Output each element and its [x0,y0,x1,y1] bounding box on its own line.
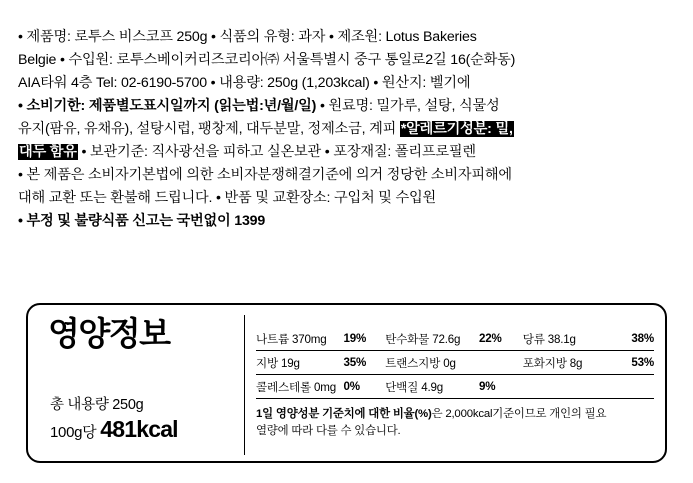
nutrient-carbs: 탄수화물 72.6g [385,327,479,351]
pct-sodium: 19% [344,327,386,351]
table-row [256,375,654,399]
nutrient-sodium: 나트륨 370mg [256,327,344,351]
total-content-label: 총 내용량 250g [50,396,144,413]
footnote-bold: 1일 영양성분 기준치에 대한 비율(%) [256,408,432,420]
storage-info: • 보관기준: 직사광선을 피하고 실온보관 • 포장재질: 폴리프로필렌 [77,144,476,160]
footnote-line-2: 열량에 따라 다를 수 있습니다. [256,424,401,437]
table-row [256,327,654,351]
info-line-3: AIA타워 4층 Tel: 02-6190-5700 • 내용량: 250g (1,203kcal) • 원산지: 벨기에 [18,75,471,91]
pct-saturated-fat: 53% [612,351,654,375]
nutrition-facts-panel [26,303,667,463]
nutrient-protein: 단백질 4.9g [385,375,479,399]
nutrient-sugars: 당류 38.1g [523,327,613,351]
info-line-6 [18,141,678,164]
per-100g-kcal: 481kcal [100,416,178,443]
nutrient-saturated-fat: 포화지방 8g [523,351,613,375]
product-info-block [18,26,678,233]
info-line-8: 대해 교환 또는 환불해 드립니다. • 반품 및 교환장소: 구입처 및 수입원 [18,190,437,206]
pct-protein: 9% [479,375,523,399]
nutrition-summary [42,317,238,444]
ingredients-start: • 원료명: 밀가루, 설탕, 식물성 [316,98,500,114]
info-line-7: • 본 제품은 소비자기본법에 의한 소비자분쟁해결기준에 의거 정당한 소비자피해에 [18,167,512,183]
ingredients-continued: 유지(팜유, 유채유), 설탕시럽, 팽창제, 대두분말, 정제소금, 계피 [18,121,400,137]
info-line-5 [18,118,678,141]
info-bullet: • [18,98,23,114]
per-100g-label: 100g당 [50,424,97,442]
info-line-1: • 제품명: 로투스 비스코프 250g • 식품의 유형: 과자 • 제조원: Lotus Bakeries [18,29,477,45]
pct-fat: 35% [344,351,386,375]
pct-cholesterol: 0% [344,375,386,399]
footnote-rest: 은 2,000kcal기준이므로 개인의 필요 [431,408,607,420]
panel-divider [244,315,245,455]
nutrient-trans-fat: 트랜스지방 0g [385,351,479,375]
nutrition-table [256,327,654,399]
per-100g-row [50,415,238,444]
pct-empty [612,375,654,399]
allergen-highlight-1: *알레르기성분: 밀, [400,121,513,137]
pct-carbs: 22% [479,327,523,351]
info-line-4 [18,95,678,118]
nutrition-table-area [256,327,654,439]
pct-sugars: 38% [612,327,654,351]
nutrient-fat: 지방 19g [256,351,344,375]
nutrition-title: 영양정보 [48,315,170,352]
expiry-label: 소비기한: 제품별도표시일까지 (읽는법:년/월/일) [26,98,317,114]
nutrient-empty [523,375,613,399]
info-line-9-report: • 부정 및 불량식품 신고는 국번없이 1399 [18,213,266,229]
allergen-highlight-2: 대두 함유 [19,144,77,160]
table-row [256,351,654,375]
nutrient-cholesterol: 콜레스테롤 0mg [256,375,344,399]
nutrition-footnote [256,406,654,439]
pct-trans-fat [479,351,523,375]
info-line-2: Belgie • 수입원: 로투스베이커리즈코리아㈜ 서울특별시 중구 통일로2길 16(순화동) [18,52,516,68]
